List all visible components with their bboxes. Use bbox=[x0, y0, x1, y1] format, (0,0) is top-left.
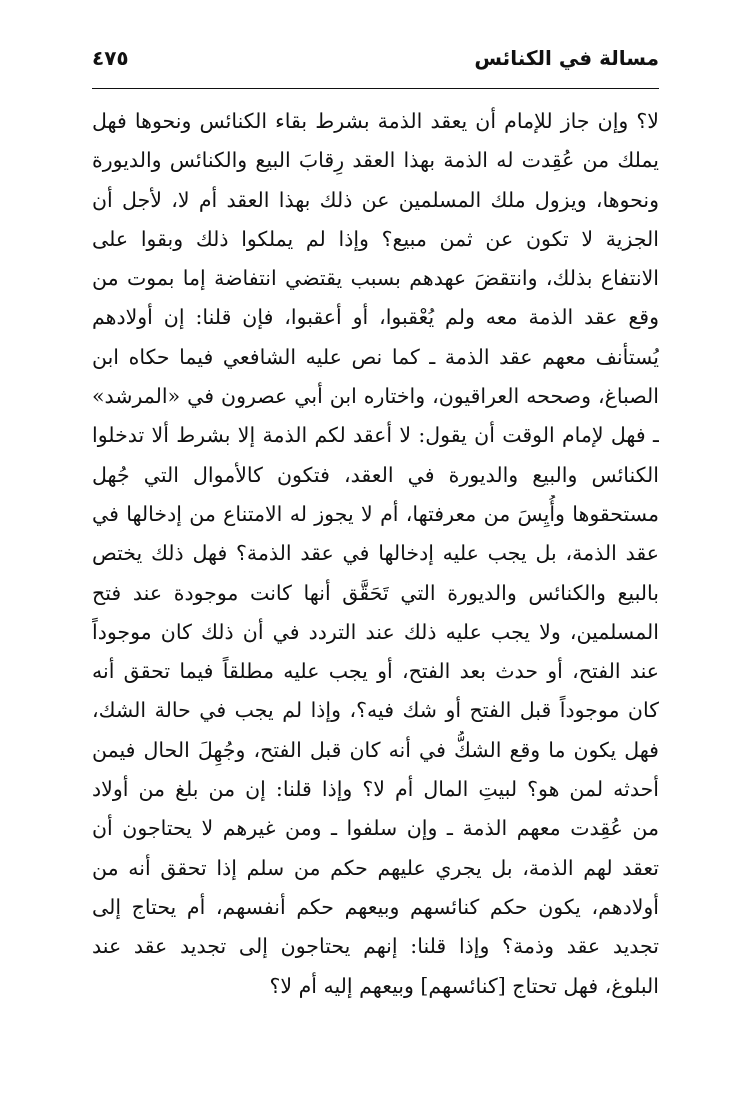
text-line: مستحقوها وأُيِسَ من معرفتها، أم لا يجوز له الامتناع من إدخالها في bbox=[92, 501, 659, 526]
text-line: المسلمين، ولا يجب عليه ذلك عند التردد في أن ذلك كان موجوداً bbox=[92, 619, 659, 644]
text-line: عقد الذمة، بل يجب عليه إدخالها في عقد الذمة؟ فهل ذلك يختص bbox=[92, 541, 659, 566]
text-line: الصباغ، وصححه العراقيون، واختاره ابن أبي عصرون في «المرشد» bbox=[92, 384, 659, 409]
text-line: الجزية لا تكون عن ثمن مبيع؟ وإذا لم يملكوا ذلك وبقوا على bbox=[92, 226, 659, 251]
text-line: يُستأنف معهم عقد الذمة ـ كما نص عليه الشافعي فيما حكاه ابن bbox=[92, 344, 659, 369]
text-line: الكنائس والبيع والديورة في العقد، فتكون كالأموال التي جُهل bbox=[92, 462, 659, 487]
text-line: من عُقِدت معهم الذمة ـ وإن سلفوا ـ ومن غيرهم لا يحتاجون أن bbox=[92, 816, 659, 841]
text-line: البلوغ، فهل تحتاج [كنائسهم] وبيعهم إليه أم لا؟ bbox=[269, 973, 659, 998]
page-number: ٤٧٥ bbox=[92, 46, 129, 70]
text-line: تعقد لهم الذمة، بل يجري عليهم حكم من سلم إذا تحقق أنه من bbox=[92, 855, 659, 880]
text-line: تجديد عقد وذمة؟ وإذا قلنا: إنهم يحتاجون إلى تجديد عقد عند bbox=[92, 934, 659, 959]
text-line: بالبيع والكنائس والديورة التي تَحَقَّق أنها كانت موجودة عند فتح bbox=[92, 580, 659, 605]
text-line: لا؟ وإن جاز للإمام أن يعقد الذمة بشرط بقاء الكنائس ونحوها فهل bbox=[92, 109, 659, 133]
body-text bbox=[92, 102, 659, 1006]
text-line: عند الفتح، أو حدث بعد الفتح، أو يجب عليه مطلقاً فيما تحقق أنه bbox=[92, 659, 659, 684]
text-line: ونحوها، ويزول ملك المسلمين عن ذلك بهذا العقد أم لا، لأجل أن bbox=[92, 187, 659, 212]
running-title: مسالة في الكنائس bbox=[474, 46, 659, 70]
page-header bbox=[92, 40, 659, 89]
text-line: وقع عقد الذمة معه ولم يُعْقبوا، أو أعقبوا، فإن قلنا: إن أولادهم bbox=[92, 305, 659, 330]
text-line: أولادهم، يكون حكم كنائسهم وبيعهم حكم أنفسهم، أم يحتاج إلى bbox=[92, 894, 659, 919]
text-line: الانتفاع بذلك، وانتقضَ عهدهم بسبب يقتضي انتفاضة إما بموت من bbox=[92, 266, 659, 291]
text-line: فهل يكون ما وقع الشكُّ في أنه كان قبل الفتح، وجُهِلَ الحال فيمن bbox=[92, 737, 659, 762]
text-line: ـ فهل لإمام الوقت أن يقول: لا أعقد لكم الذمة إلا بشرط ألا تدخلوا bbox=[92, 423, 659, 448]
text-line: كان موجوداً قبل الفتح أو شك فيه؟، وإذا لم يجب في حالة الشك، bbox=[92, 698, 659, 723]
text-line: يملك من عُقِدت له الذمة بهذا العقد رِقابَ البيع والكنائس والديورة bbox=[92, 148, 659, 173]
text-line: أحدثه لمن هو؟ لبيتِ المال أم لا؟ وإذا قلنا: إن من بلغ من أولاد bbox=[92, 777, 659, 802]
